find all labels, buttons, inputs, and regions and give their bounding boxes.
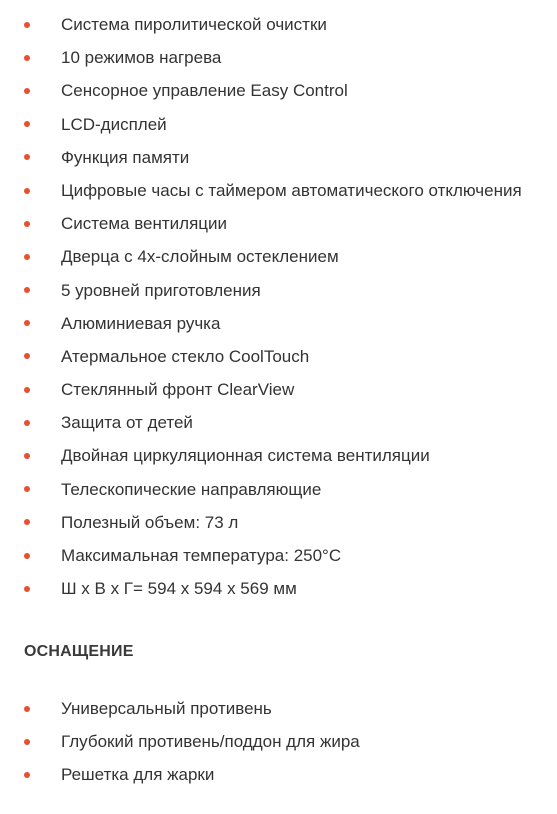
list-item-text: Сенсорное управление Easy Control bbox=[61, 81, 348, 101]
list-item bbox=[0, 8, 557, 41]
list-item bbox=[0, 240, 557, 273]
bullet-dot-icon bbox=[24, 553, 30, 559]
list-item bbox=[0, 141, 557, 174]
list-item-text: Максимальная температура: 250°C bbox=[61, 546, 342, 565]
bullet-dot-icon bbox=[24, 387, 30, 393]
list-item bbox=[0, 274, 557, 307]
bullet-dot-icon bbox=[24, 586, 30, 592]
list-item-text: Система пиролитической очистки bbox=[61, 15, 327, 34]
list-item-text: 10 режимов нагрева bbox=[61, 48, 222, 68]
list-item bbox=[0, 572, 557, 605]
bullet-dot-icon bbox=[24, 22, 30, 28]
list-item-text: Ш х В х Г= 594 х 594 х 569 мм bbox=[61, 579, 297, 599]
list-item-text: Стеклянный фронт ClearView bbox=[61, 380, 295, 400]
bullet-dot-icon bbox=[24, 154, 30, 160]
list-item-text: Защита от детей bbox=[61, 413, 193, 433]
list-item-text: Телескопические направляющие bbox=[61, 479, 322, 499]
bullet-dot-icon bbox=[24, 519, 30, 525]
bullet-dot-icon bbox=[24, 772, 30, 778]
list-item bbox=[0, 74, 557, 107]
bullet-dot-icon bbox=[24, 188, 30, 194]
list-item bbox=[0, 307, 557, 340]
list-item bbox=[0, 340, 557, 373]
list-item-text: Двойная циркуляционная система вентиляции bbox=[61, 446, 430, 466]
bullet-dot-icon bbox=[24, 453, 30, 459]
list-item bbox=[0, 406, 557, 439]
list-item-text: Система вентиляции bbox=[61, 214, 228, 234]
equipment-list bbox=[0, 692, 557, 792]
section-title-equipment: ОСНАЩЕНИЕ bbox=[24, 643, 134, 660]
bullet-dot-icon bbox=[24, 121, 30, 127]
bullet-dot-icon bbox=[24, 706, 30, 712]
list-item-text: Глубокий противень/поддон для жира bbox=[61, 732, 360, 752]
list-item-text: Решетка для жарки bbox=[61, 765, 215, 785]
list-item bbox=[0, 207, 557, 240]
list-item bbox=[0, 692, 557, 725]
features-list bbox=[0, 8, 557, 605]
list-item-text: Универсальный противень bbox=[61, 699, 272, 718]
list-item bbox=[0, 439, 557, 472]
bullet-dot-icon bbox=[24, 254, 30, 260]
list-item bbox=[0, 725, 557, 758]
list-item-text: Атермальное стекло CoolTouch bbox=[61, 346, 310, 366]
list-item bbox=[0, 506, 557, 539]
bullet-dot-icon bbox=[24, 287, 30, 293]
bullet-dot-icon bbox=[24, 88, 30, 94]
bullet-dot-icon bbox=[24, 55, 30, 61]
list-item-text: 5 уровней приготовления bbox=[61, 280, 261, 300]
list-item bbox=[0, 373, 557, 406]
list-item-text: Дверца с 4х-слойным остеклением bbox=[61, 247, 339, 267]
list-item bbox=[0, 41, 557, 74]
list-item-text: Функция памяти bbox=[61, 147, 190, 167]
bullet-dot-icon bbox=[24, 320, 30, 326]
bullet-dot-icon bbox=[24, 420, 30, 426]
list-item bbox=[0, 108, 557, 141]
list-item-text: Алюминиевая ручка bbox=[61, 313, 221, 333]
bullet-dot-icon bbox=[24, 739, 30, 745]
bullet-dot-icon bbox=[24, 353, 30, 359]
list-item-text: Полезный объем: 73 л bbox=[61, 512, 239, 532]
bullet-dot-icon bbox=[24, 221, 30, 227]
list-item-text: Цифровые часы с таймером автоматического отключения bbox=[61, 180, 522, 200]
list-item bbox=[0, 758, 557, 791]
list-item bbox=[0, 473, 557, 506]
list-item-text: LCD-дисплей bbox=[61, 114, 167, 134]
list-item bbox=[0, 539, 557, 572]
bullet-dot-icon bbox=[24, 486, 30, 492]
list-item bbox=[0, 174, 557, 207]
